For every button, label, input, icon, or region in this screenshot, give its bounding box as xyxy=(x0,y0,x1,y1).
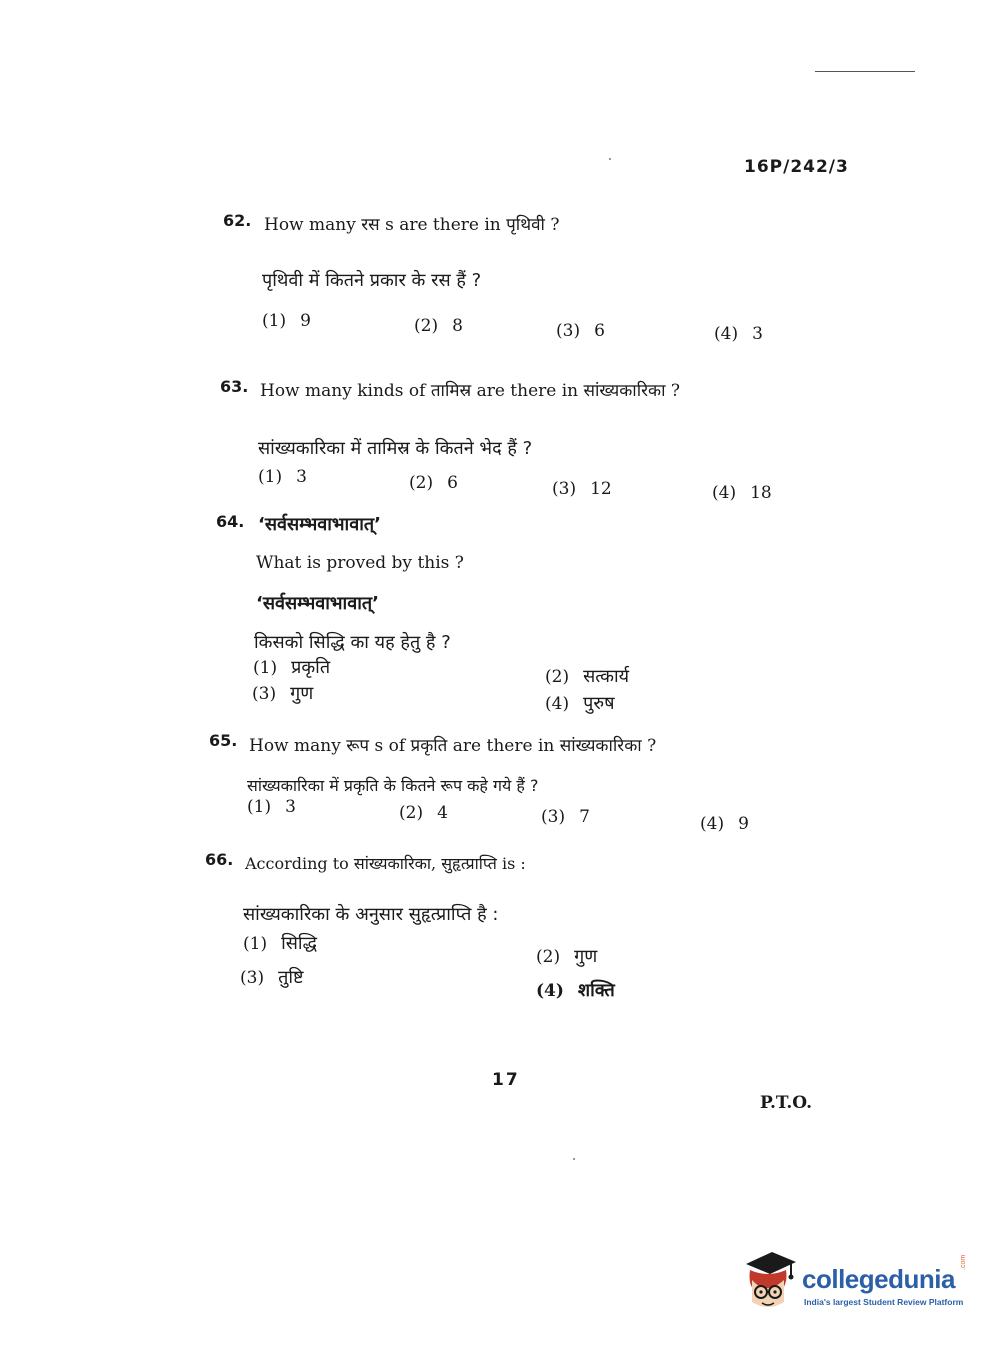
option-text: 18 xyxy=(750,483,772,503)
option[interactable] xyxy=(541,807,590,827)
mascot-icon xyxy=(742,1250,798,1312)
brand-tagline: India's largest Student Review Platform xyxy=(804,1297,964,1307)
question-text-hindi: सांख्यकारिका में तामिस्र के कितने भेद हैं ? xyxy=(258,438,533,459)
option-number: (4) xyxy=(545,694,570,714)
option-number: (4) xyxy=(714,324,739,344)
option[interactable] xyxy=(536,944,597,968)
option-text: 8 xyxy=(452,316,463,336)
scan-dot xyxy=(573,1158,575,1160)
option-number: (3) xyxy=(556,321,581,341)
brand-suffix: .com xyxy=(960,1254,967,1270)
option-text: 3 xyxy=(285,797,296,817)
option[interactable] xyxy=(536,978,615,1002)
option-number: (2) xyxy=(409,473,434,493)
question-text-hindi: सांख्यकारिका में प्रकृति के कितने रूप कहे गये हैं ? xyxy=(247,776,539,795)
option-text: 9 xyxy=(300,311,311,331)
option-text: सिद्धि xyxy=(281,933,317,954)
option[interactable] xyxy=(414,316,463,336)
option-number: (3) xyxy=(552,479,577,499)
option-number: (4) xyxy=(712,483,737,503)
option-number: (1) xyxy=(253,658,278,678)
option[interactable] xyxy=(556,321,605,341)
option-text: शक्ति xyxy=(577,980,615,1001)
option-number: (2) xyxy=(414,316,439,336)
option[interactable] xyxy=(243,931,317,955)
option-text: सत्कार्य xyxy=(583,666,630,687)
option[interactable] xyxy=(253,655,330,679)
question-text-english: What is proved by this ? xyxy=(256,553,464,573)
option[interactable] xyxy=(700,814,749,834)
page-number: 17 xyxy=(492,1070,520,1090)
option[interactable] xyxy=(712,483,772,503)
option-text: गुण xyxy=(574,946,598,967)
option[interactable] xyxy=(545,664,629,688)
option-number: (1) xyxy=(247,797,272,817)
option[interactable] xyxy=(552,479,612,499)
option[interactable] xyxy=(262,311,311,331)
option-number: (1) xyxy=(262,311,287,331)
option[interactable] xyxy=(714,324,763,344)
option-number: (4) xyxy=(700,814,725,834)
question-text-hindi: किसको सिद्धि का यह हेतु है ? xyxy=(254,632,451,653)
question-number: 65. xyxy=(209,731,238,750)
question-text-english: How many kinds of तामिस्र are there in सांख्यकारिका ? xyxy=(260,381,681,401)
option-number: (3) xyxy=(541,807,566,827)
option-text: 7 xyxy=(579,807,590,827)
option-text: गुण xyxy=(290,683,314,704)
option-text: 9 xyxy=(738,814,749,834)
option-number: (1) xyxy=(258,467,283,487)
question-text-hindi: पृथिवी में कितने प्रकार के रस हैं ? xyxy=(262,270,482,291)
option-text: तुष्टि xyxy=(278,967,304,988)
option[interactable] xyxy=(247,797,296,817)
brand-name: collegedunia xyxy=(802,1264,955,1294)
option-text: 3 xyxy=(752,324,763,344)
option-number: (3) xyxy=(252,684,277,704)
option-number: (1) xyxy=(243,934,268,954)
option[interactable] xyxy=(545,691,615,715)
question-number: 62. xyxy=(223,211,252,230)
paper-code: 16P/242/3 xyxy=(744,157,849,177)
question-text-hindi: सांख्यकारिका के अनुसार सुहृत्प्राप्ति है : xyxy=(243,904,499,925)
option-text: 6 xyxy=(447,473,458,493)
option[interactable] xyxy=(258,467,307,487)
question-text-english: How many रूप s of प्रकृति are there in सांख्यकारिका ? xyxy=(249,736,657,756)
question-number: 64. xyxy=(216,512,245,531)
option-number: (2) xyxy=(536,947,561,967)
option[interactable] xyxy=(399,803,448,823)
question-number: 66. xyxy=(205,850,234,869)
option-text: 3 xyxy=(296,467,307,487)
question-text-english: According to सांख्यकारिका, सुहृत्प्राप्ति is : xyxy=(245,854,526,873)
option-text: 12 xyxy=(590,479,612,499)
option-text: पुरुष xyxy=(583,693,615,714)
option-number: (2) xyxy=(545,667,570,687)
pto-label: P.T.O. xyxy=(760,1093,812,1113)
option-number: (4) xyxy=(536,981,564,1001)
option-number: (2) xyxy=(399,803,424,823)
option-text: 6 xyxy=(594,321,605,341)
question-text-english: How many रस s are there in पृथिवी ? xyxy=(264,215,560,235)
scan-dot xyxy=(609,158,611,160)
question-number: 63. xyxy=(220,377,249,396)
option-number: (3) xyxy=(240,968,265,988)
collegedunia-logo xyxy=(742,1250,972,1320)
option-text: 4 xyxy=(437,803,448,823)
option[interactable] xyxy=(252,681,313,705)
option[interactable] xyxy=(409,473,458,493)
option[interactable] xyxy=(240,965,304,989)
top-rule xyxy=(815,71,915,72)
option-text: प्रकृति xyxy=(291,657,331,678)
question-quote: ‘सर्वसम्भवाभावात्’ xyxy=(258,514,381,535)
question-quote-hindi: ‘सर्वसम्भवाभावात्’ xyxy=(256,593,379,614)
